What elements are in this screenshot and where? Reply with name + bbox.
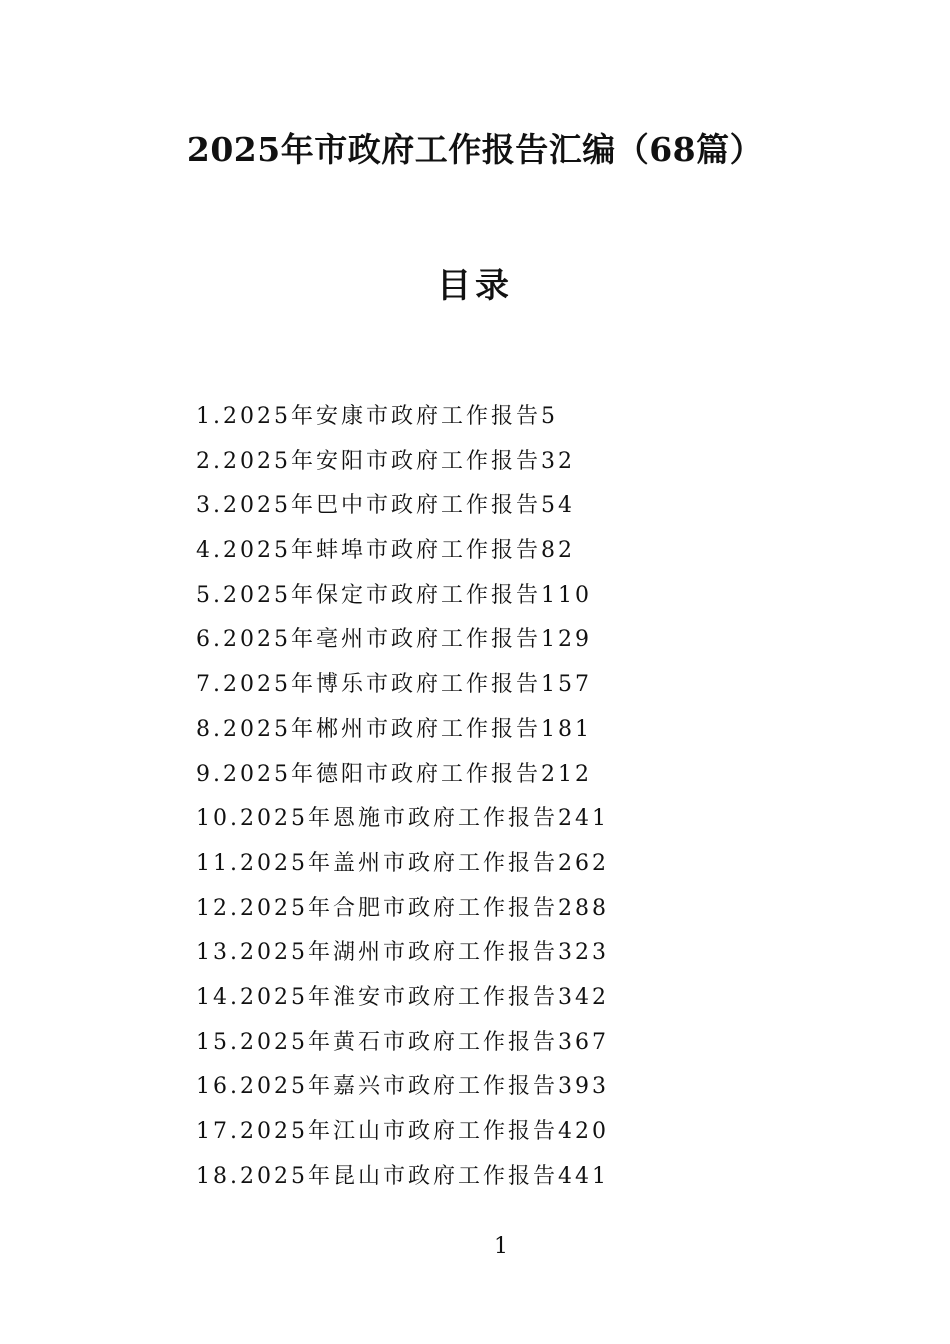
toc-item[interactable]: 8.2025年郴州市政府工作报告181 (196, 716, 592, 742)
toc-item[interactable]: 18.2025年昆山市政府工作报告441 (196, 1163, 609, 1189)
toc-item[interactable]: 6.2025年亳州市政府工作报告129 (196, 627, 592, 653)
toc-item[interactable]: 2.2025年安阳市政府工作报告32 (196, 448, 575, 474)
toc-item[interactable]: 7.2025年博乐市政府工作报告157 (196, 672, 592, 698)
document-title: 2025年市政府工作报告汇编（68篇） (186, 130, 764, 169)
toc-item[interactable]: 10.2025年恩施市政府工作报告241 (196, 806, 609, 832)
toc-item[interactable]: 4.2025年蚌埠市政府工作报告82 (196, 538, 575, 564)
table-of-contents (196, 397, 609, 1201)
toc-item[interactable]: 3.2025年巴中市政府工作报告54 (196, 493, 575, 519)
toc-item[interactable]: 17.2025年江山市政府工作报告420 (196, 1119, 609, 1144)
toc-item[interactable]: 1.2025年安康市政府工作报告5 (196, 404, 558, 429)
toc-heading: 目录 (437, 266, 513, 306)
toc-item[interactable]: 13.2025年湖州市政府工作报告323 (196, 940, 609, 966)
toc-item[interactable]: 15.2025年黄石市政府工作报告367 (196, 1029, 609, 1055)
page-number: 1 (494, 1234, 508, 1259)
toc-item[interactable]: 12.2025年合肥市政府工作报告288 (196, 895, 609, 921)
toc-item[interactable]: 11.2025年盖州市政府工作报告262 (196, 850, 609, 876)
toc-item[interactable]: 14.2025年淮安市政府工作报告342 (196, 984, 609, 1010)
toc-item[interactable]: 9.2025年德阳市政府工作报告212 (196, 761, 592, 787)
toc-item[interactable]: 5.2025年保定市政府工作报告110 (196, 582, 592, 608)
toc-item[interactable]: 16.2025年嘉兴市政府工作报告393 (196, 1074, 609, 1100)
